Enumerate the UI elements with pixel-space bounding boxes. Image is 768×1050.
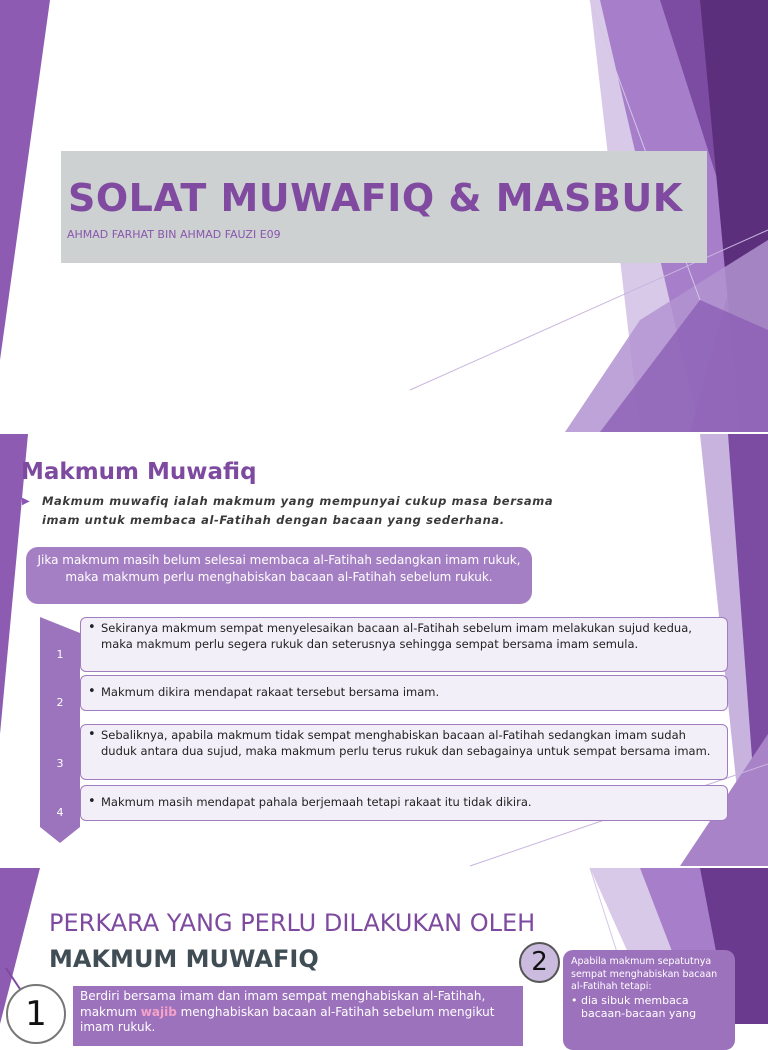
bullet-dot-icon: • bbox=[88, 794, 96, 809]
note-text: Jika makmum masih belum selesai membaca al-Fatihah sedangkan imam rukuk, maka makmum perlu menghabiskan bacaan al-Fatihah sebelum rukuk. bbox=[37, 553, 521, 584]
slide-makmum-muwafiq bbox=[0, 434, 768, 866]
point-1-emphasis: wajib bbox=[140, 1004, 177, 1019]
step-card-1 bbox=[80, 617, 728, 672]
slide-perkara bbox=[0, 868, 768, 1034]
number-badge-1: 1 bbox=[6, 984, 66, 1044]
point-box-1 bbox=[73, 986, 523, 1046]
triangle-right-icon: ▶ bbox=[22, 496, 30, 507]
bullet-dot-icon: • bbox=[88, 727, 96, 742]
section-heading-line1: PERKARA YANG PERLU DILAKUKAN OLEH bbox=[49, 909, 536, 937]
bullet-dot-icon: • bbox=[88, 620, 96, 635]
step-card-2 bbox=[80, 675, 728, 711]
bullet-dot-icon: • bbox=[88, 684, 96, 699]
point-2-bullet: • dia sibuk membaca bacaan-bacaan yang bbox=[571, 994, 727, 1020]
step-number-3: 3 bbox=[56, 757, 64, 770]
number-badge-2: 2 bbox=[519, 942, 560, 983]
point-2-intro: Apabila makmum sepatutnya sempat menghabiskan bacaan al-Fatihah tetapi: bbox=[571, 956, 718, 992]
slide-title-text: SOLAT MUWAFIQ & MASBUK bbox=[68, 176, 683, 220]
point-1-text-end: menghabiskan bacaan al-Fatihah sebelum mengikut imam rukuk. bbox=[80, 1004, 495, 1034]
step-card-3 bbox=[80, 724, 728, 780]
step-text-3: Sebaliknya, apabila makmum tidak sempat menghabiskan bacaan al-Fatihah sedangkan imam sudah duduk antara dua sujud, maka makmum perlu terus rukuk dan sebagainya untuk sempat bersama imam. bbox=[101, 728, 711, 758]
step-number-2: 2 bbox=[56, 696, 64, 709]
definition-text: Makmum muwafiq ialah makmum yang mempunyai cukup masa bersama imam untuk membaca al-Fatihah dengan bacaan yang sederhana. bbox=[42, 494, 554, 527]
slide-title bbox=[0, 0, 768, 432]
left-accent-wedge bbox=[0, 0, 50, 360]
step-text-1: Sekiranya makmum sempat menyelesaikan bacaan al-Fatihah sebelum imam melakukan sujud kedua, maka makmum perlu segera rukuk dan seterusnya sehingga sempat bersama imam semula. bbox=[101, 621, 692, 651]
step-text-2: Makmum dikira mendapat rakaat tersebut bersama imam. bbox=[101, 685, 440, 699]
point-1-text-start: Berdiri bersama imam dan imam sempat menghabiskan al-Fatihah, makmum bbox=[80, 989, 486, 1019]
note-box bbox=[26, 547, 532, 604]
slide-subtitle-text: AHMAD FARHAT BIN AHMAD FAUZI E09 bbox=[67, 228, 281, 241]
chevron-3 bbox=[40, 719, 80, 785]
step-number-1: 1 bbox=[56, 648, 64, 661]
point-box-2 bbox=[563, 950, 735, 1050]
step-number-4: 4 bbox=[56, 806, 64, 819]
section-heading: Makmum Muwafiq bbox=[21, 459, 257, 485]
step-text-4: Makmum masih mendapat pahala berjemaah tetapi rakaat itu tidak dikira. bbox=[101, 795, 532, 809]
section-heading-line2: MAKMUM MUWAFIQ bbox=[49, 945, 319, 973]
step-card-4 bbox=[80, 785, 728, 821]
